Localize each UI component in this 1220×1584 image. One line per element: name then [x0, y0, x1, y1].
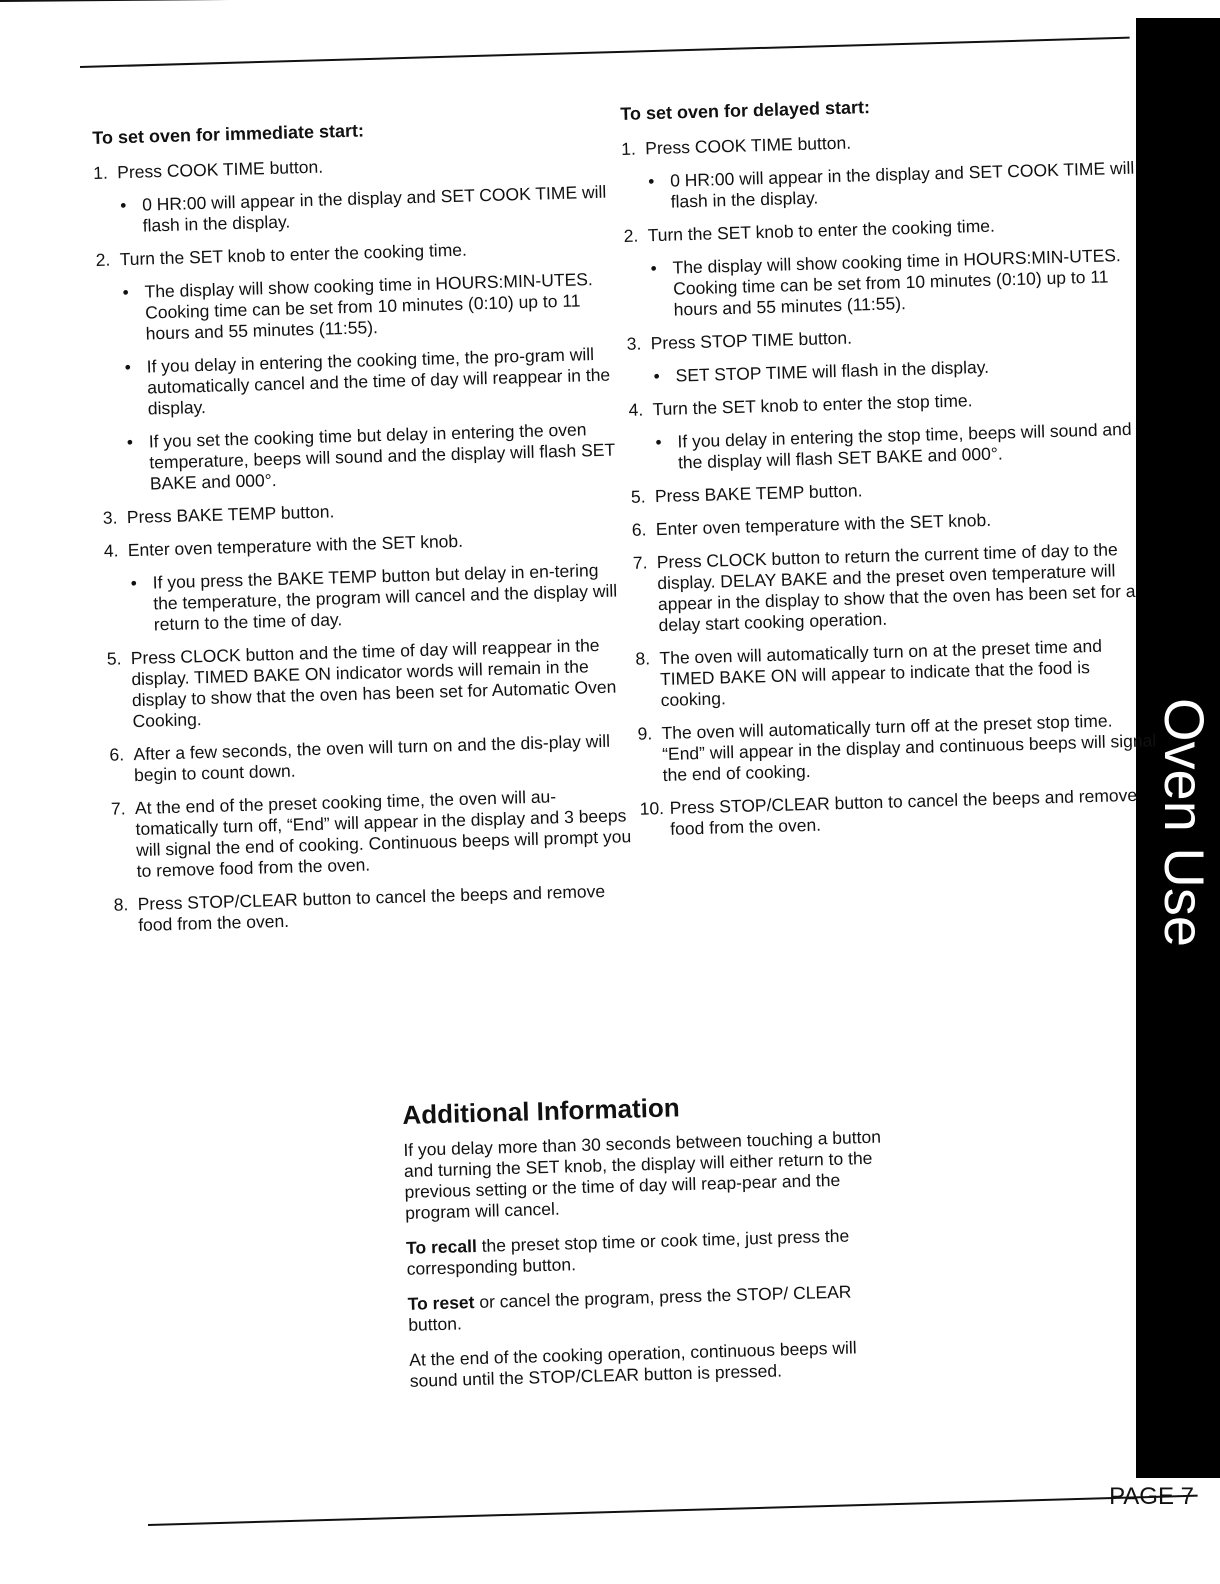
bullet [650, 244, 1148, 321]
bullet [648, 157, 1145, 213]
bullet-dot-icon: • [119, 195, 127, 216]
bullet-dot-icon: • [130, 572, 138, 594]
step-number: 4. [628, 399, 644, 420]
step-number: 7. [110, 798, 126, 819]
top-edge-rule [0, 0, 420, 2]
step-text: Press STOP TIME button. [650, 327, 853, 354]
step-text: Press COOK TIME button. [644, 132, 852, 159]
immediate-start-column [92, 113, 637, 948]
step-text: The oven will automatically turn on at the preset time and TIMED BAKE ON will appear to indicate that the food is cooking. [659, 635, 1103, 711]
step [623, 211, 1145, 247]
info-paragraph [406, 1224, 897, 1280]
bullet [120, 181, 617, 237]
step-number: 8. [635, 648, 651, 669]
step-text: Press BAKE TEMP button. [654, 480, 863, 507]
bullet-dot-icon: • [647, 171, 655, 192]
step [93, 148, 615, 184]
step [95, 235, 617, 271]
step-text: Press COOK TIME button. [116, 156, 324, 183]
delayed-start-heading: To set oven for delayed start: [620, 97, 871, 124]
step-number: 2. [623, 225, 639, 246]
immediate-start-heading: To set oven for immediate start: [92, 120, 365, 148]
info-bold-lead: To recall [405, 1235, 478, 1258]
step [113, 880, 636, 937]
bullet [653, 352, 1149, 387]
bullet-text: 0 HR:00 will appear in the display and SET COOK TIME will flash in the display. [669, 157, 1135, 212]
step-number: 3. [102, 507, 118, 528]
step-number: 2. [95, 249, 111, 270]
additional-information [402, 1086, 900, 1406]
step-text: Press CLOCK button and the time of day will reappear in the display. TIMED BAKE ON indicator words will remain in the display to show that the oven has been set for Automatic Oven Cooking. [130, 635, 617, 732]
step-number: 8. [113, 894, 129, 915]
bullet [655, 418, 1152, 474]
delayed-start-column [620, 89, 1163, 852]
info-bold-lead: To reset [407, 1292, 475, 1314]
bullet-dot-icon: • [124, 357, 132, 378]
step-number: 5. [630, 486, 646, 507]
step-number: 7. [632, 552, 648, 573]
step [107, 634, 631, 733]
step [632, 505, 1154, 541]
step [637, 709, 1161, 787]
header-rule [80, 37, 1130, 68]
bullet-text: 0 HR:00 will appear in the display and SET COOK TIME will flash in the display. [141, 181, 607, 236]
bullet-dot-icon: • [126, 431, 134, 453]
step-text: Enter oven temperature with the SET knob. [127, 530, 464, 561]
info-text: the preset stop time or cook time, just press the corresponding button. [406, 1225, 850, 1279]
step-text: Enter oven temperature with the SET knob. [655, 509, 992, 540]
info-paragraph [407, 1280, 898, 1336]
step-number: 10. [639, 798, 665, 819]
step [628, 385, 1150, 421]
step-number: 6. [631, 519, 647, 540]
bullet-text: SET STOP TIME will flash in the display. [675, 356, 990, 386]
step-text: After a few seconds, the oven will turn on and the dis-play will begin to count down. [133, 730, 611, 786]
section-tab-label: Oven Use [1153, 698, 1216, 947]
step [104, 526, 626, 562]
step [631, 472, 1153, 508]
bullet [122, 268, 620, 345]
step-text: Press CLOCK button to return the current time of day to the display. DELAY BAKE and the preset oven temperature will appear in the display to show that the oven has been set for a delay start cooking operation. [656, 539, 1136, 636]
step [639, 784, 1162, 841]
bullet-dot-icon: • [650, 258, 658, 279]
step [621, 124, 1143, 160]
step-text: At the end of the preset cooking time, the oven will au-tomatically turn off, “End” will appear in the display and 3 beeps will signal the end of cooking. Continuous beeps will prompt you to remove food from the oven. [134, 786, 632, 882]
step-text: Turn the SET knob to enter the cooking time. [647, 215, 996, 246]
bullet [127, 418, 625, 495]
bullet-text: The display will show cooking time in HOURS:MIN-UTES. Cooking time can be set from 10 minutes (0:10) up to 11 hours and 55 minutes (11:55). [144, 269, 594, 344]
step-number: 1. [92, 162, 109, 183]
step-text: Press BAKE TEMP button. [126, 501, 335, 528]
bullet [124, 343, 622, 420]
bullet-dot-icon: • [122, 282, 130, 303]
step-text: Turn the SET knob to enter the stop time. [652, 390, 973, 420]
step [633, 538, 1157, 637]
step-number: 5. [106, 648, 122, 669]
bullet-text: If you set the cooking time but delay in entering the oven temperature, beeps will sound and the display will flash SET BAKE and 000°. [148, 419, 616, 494]
step [635, 634, 1159, 712]
step [626, 319, 1148, 355]
step-number: 1. [620, 138, 637, 159]
step-number: 4. [103, 540, 119, 561]
step-number: 3. [626, 333, 642, 354]
bullet-text: If you delay in entering the stop time, beeps will sound and the display will flash SET BAKE and 000°. [677, 418, 1132, 473]
bullet-text: If you press the BAKE TEMP button but delay in en-tering the temperature, the program will cancel and the display will return to the time of day. [152, 560, 618, 635]
step-text: Press STOP/CLEAR button to cancel the beeps and remove food from the oven. [669, 784, 1138, 839]
bullet-text: The display will show cooking time in HOURS:MIN-UTES. Cooking time can be set from 10 minutes (0:10) up to 11 hours and 55 minutes (11:55). [672, 245, 1122, 320]
step [103, 493, 625, 529]
info-text: or cancel the program, press the STOP/ CLEAR button. [408, 1281, 852, 1335]
step [109, 730, 632, 787]
step-text: The oven will automatically turn off at the preset stop time. “End” will appear in the display and continuous beeps will signal the end of cooking. [661, 710, 1157, 786]
step-number: 9. [637, 723, 653, 744]
bullet-dot-icon: • [653, 366, 661, 387]
footer-rule [148, 1495, 1198, 1526]
step-number: 6. [109, 744, 125, 765]
bullet-dot-icon: • [655, 431, 662, 453]
step-text: Turn the SET knob to enter the cooking time. [119, 239, 468, 270]
bullet [130, 559, 628, 636]
additional-information-title: Additional Information [402, 1092, 681, 1130]
step [111, 784, 635, 883]
info-paragraph: If you delay more than 30 seconds between touching a button and turning the SET knob, the display will either return to the previous setting or the time of day will reap-pear and the program will cancel. [403, 1126, 882, 1223]
step-text: Press STOP/CLEAR button to cancel the beeps and remove food from the oven. [137, 880, 606, 936]
bullet-text: If you delay in entering the cooking time, the pro-gram will automatically cancel and the time of day will reappear in the display. [146, 344, 611, 419]
page-number: PAGE 7 [1109, 1483, 1194, 1510]
info-paragraph: At the end of the cooking operation, continuous beeps will sound until the STOP/CLEAR button is pressed. [408, 1337, 857, 1391]
